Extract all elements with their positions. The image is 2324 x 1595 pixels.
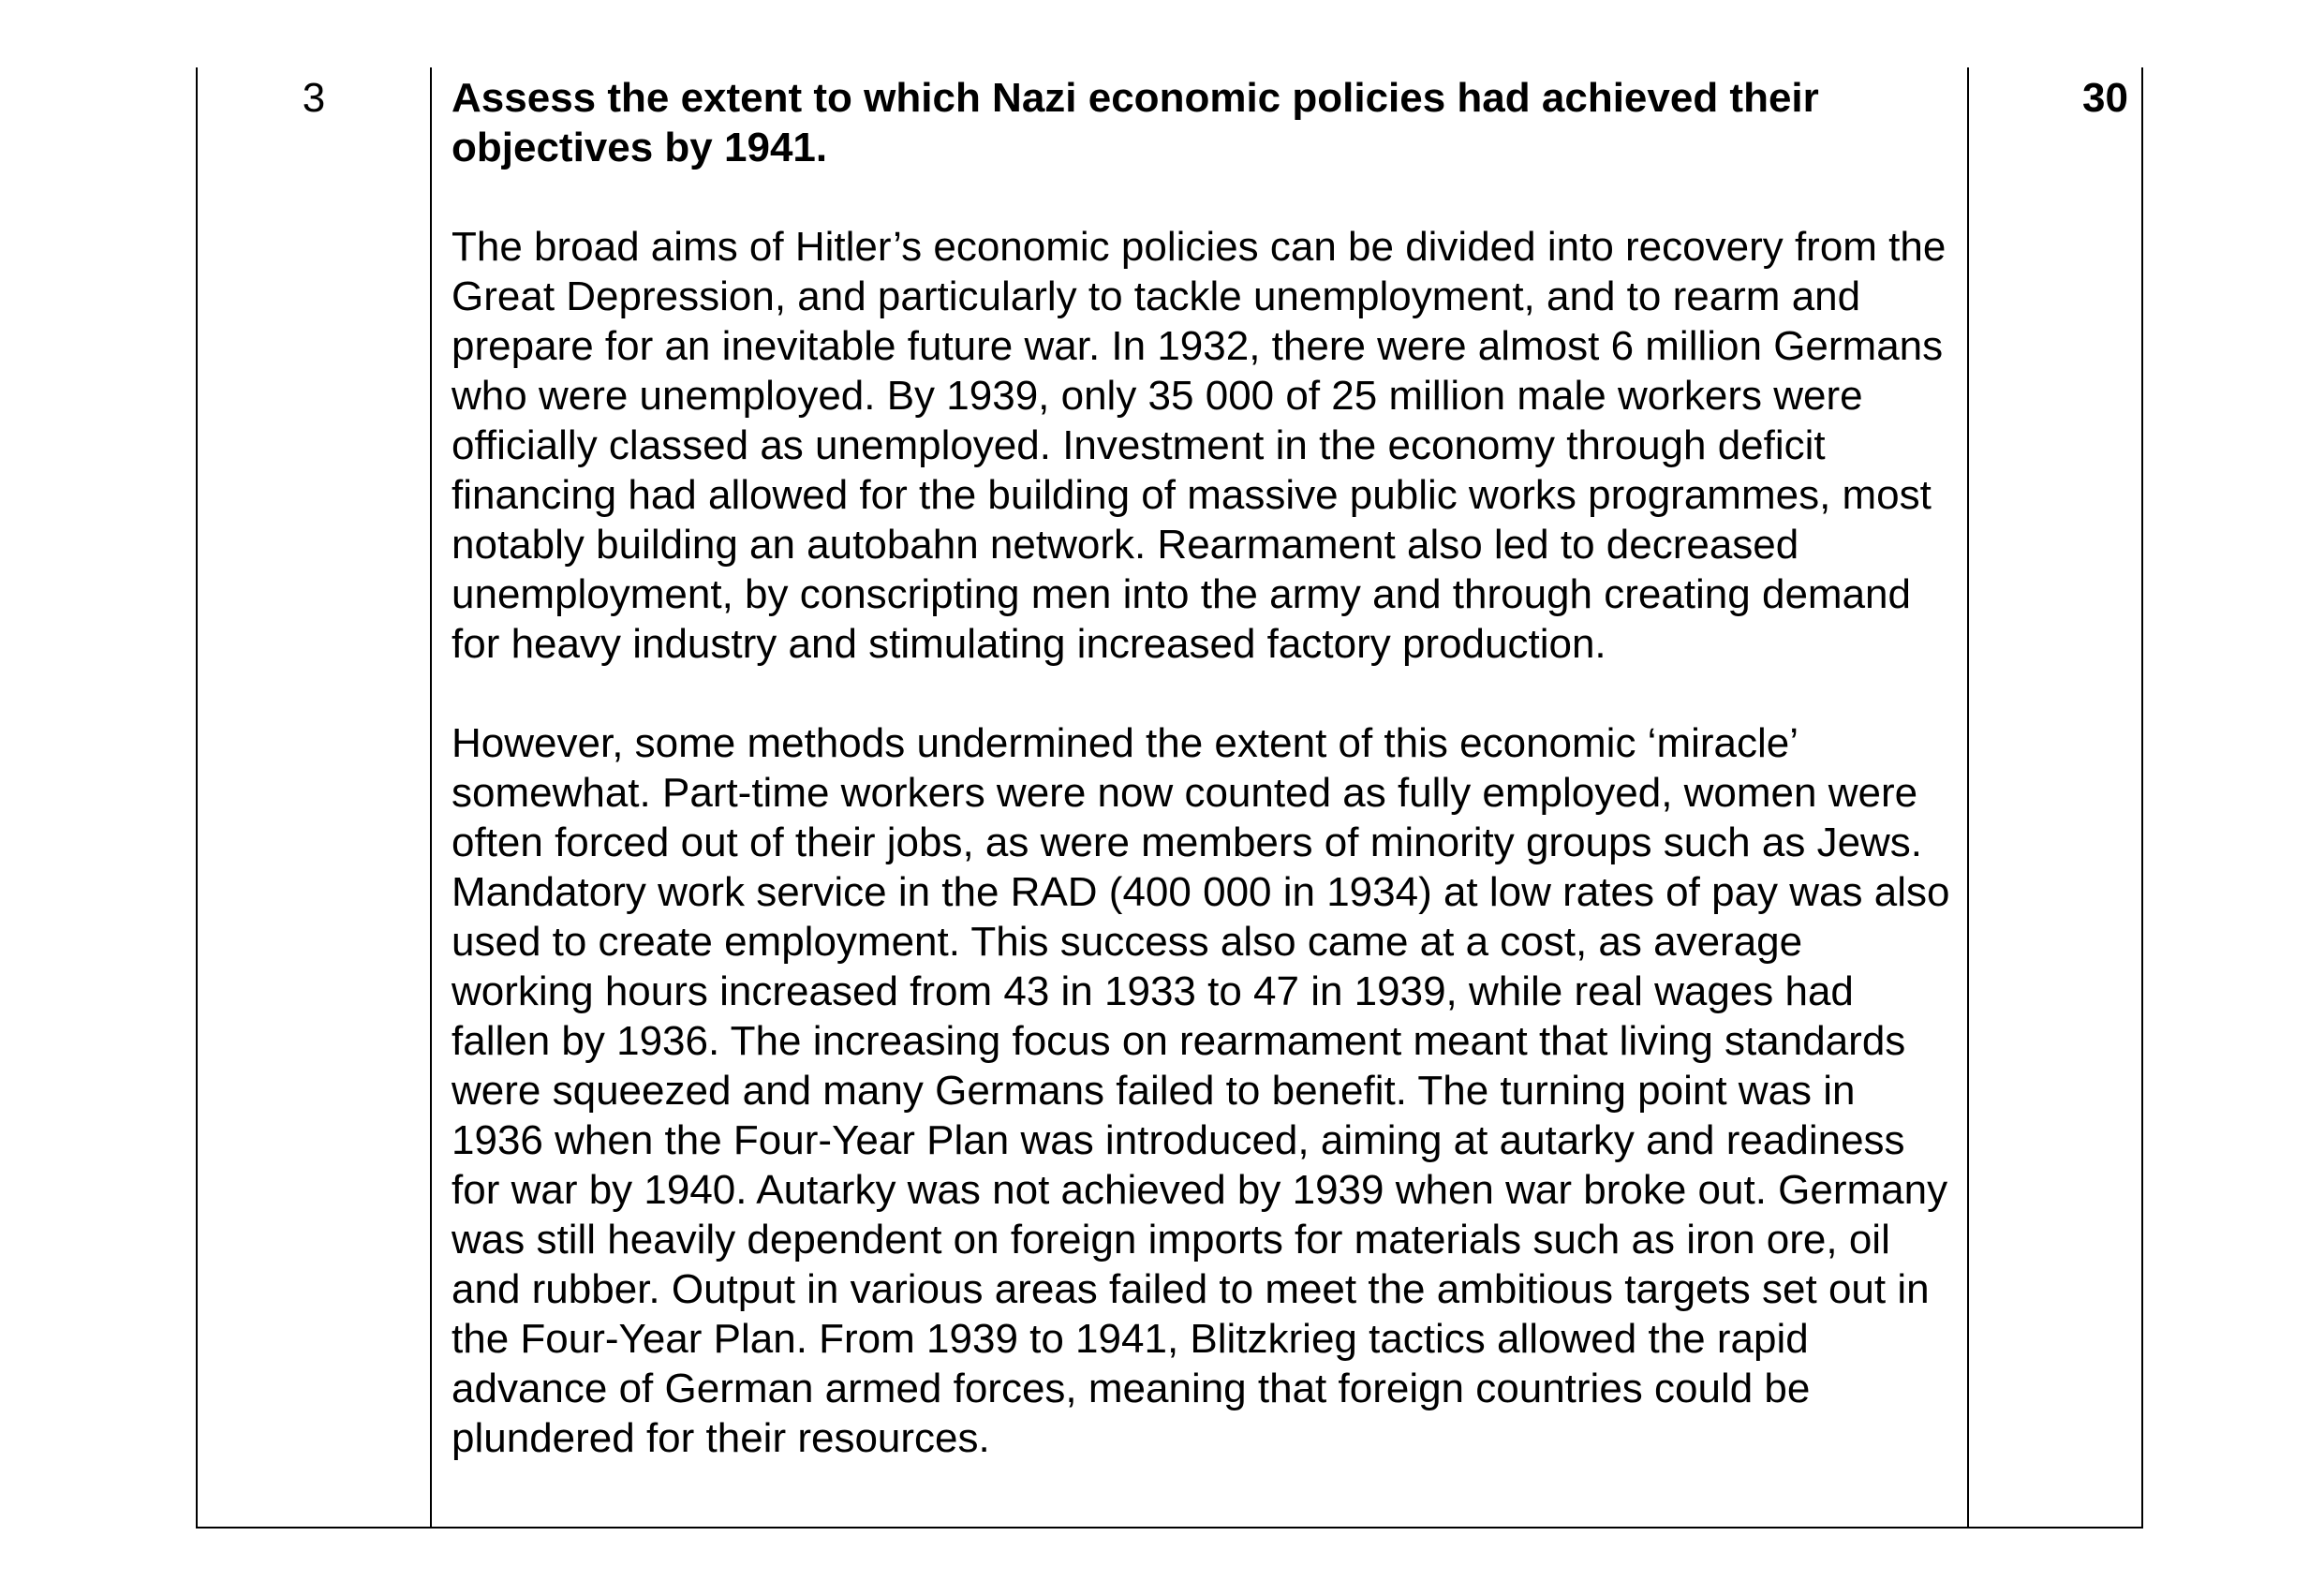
answer-paragraph: The broad aims of Hitler’s economic policies can be divided into recovery from the Great Depression, and particularly to tackle unemployment, and to rearm and prepare for an inevitable future war. In 1932, there were almost 6 million Germans who were unemployed. By 1939, only 35 000 of 25 million male workers were officially classed as unemployed. Investment in the economy through deficit financing had allowed for the building of massive public works programmes, most notably building an autobahn network. Rearmament also led to decreased unemployment, by conscripting men into the army and through creating demand for heavy industry and stimulating increased factory production. bbox=[451, 224, 1947, 667]
question-text: Assess the extent to which Nazi economic policies had achieved their objectives by 1941. bbox=[451, 75, 1819, 170]
column-divider bbox=[430, 67, 432, 1527]
question-marks: 30 bbox=[2082, 75, 2128, 121]
column-divider bbox=[1967, 67, 1969, 1527]
question-number: 3 bbox=[302, 75, 326, 121]
answer-paragraph: However, some methods undermined the extent of this economic ‘miracle’ somewhat. Part-time workers were now counted as fully employed, women were often forced out of their jobs, as were members of minority groups such as Jews. Mandatory work service in the RAD (400 000 in 1934) at low rates of pay was also used to create employment. This success also came at a cost, as average working hours increased from 43 in 1933 to 47 in 1939, while real wages had fallen by 1936. The increasing focus on rearmament meant that living standards were squeezed and many Germans failed to benefit. The turning point was in 1936 when the Four-Year Plan was introduced, aiming at autarky and readiness for war by 1940. Autarky was not achieved by 1939 when war broke out. Germany was still heavily dependent on foreign imports for materials such as iron ore, oil and rubber. Output in various areas failed to meet the ambitious targets set out in the Four-Year Plan. From 1939 to 1941, Blitzkrieg tactics allowed the rapid advance of German armed forces, meaning that foreign countries could be plundered for their resources. bbox=[451, 720, 1950, 1461]
mark-scheme-table-row bbox=[196, 67, 2143, 1529]
question-content-cell bbox=[451, 73, 1950, 1463]
